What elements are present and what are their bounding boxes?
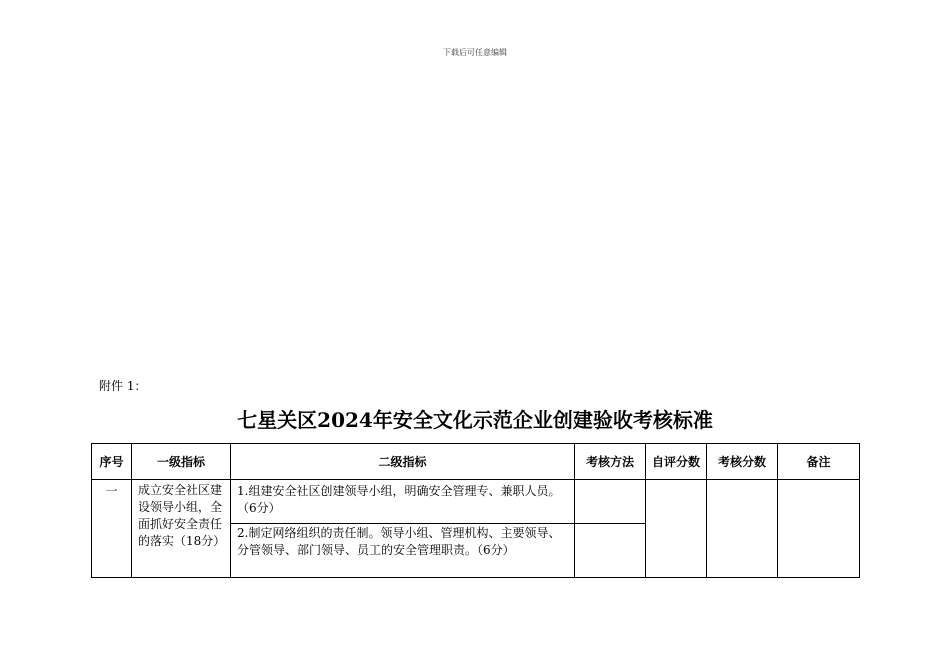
row-method-cell	[575, 524, 646, 578]
header-level1: 一级指标	[132, 444, 231, 480]
row-self-score-cell	[646, 480, 707, 578]
table-row	[92, 480, 860, 524]
header-self-score-label: 自评分数	[652, 454, 701, 469]
header-exam-score: 考核分数	[707, 444, 778, 480]
standards-table	[91, 443, 860, 578]
row-exam-score-cell	[707, 480, 778, 578]
header-method: 考核方法	[575, 444, 646, 480]
row-level2-item: 2.制定网络组织的责任制。领导小组、管理机构、主要领导、分管领导、部门领导、员工的安全管理职责。（6分）	[231, 524, 575, 578]
header-self-score	[646, 444, 707, 480]
header-level2: 二级指标	[231, 444, 575, 480]
header-seq: 序号	[92, 444, 132, 480]
row-seq: 一	[92, 480, 132, 578]
row-method-cell	[575, 480, 646, 524]
table-header-row	[92, 444, 860, 480]
row-level1: 成立安全社区建设领导小组，全面抓好安全责任的落实（18分）	[132, 480, 231, 578]
watermark-text: 下载后可任意编辑	[443, 48, 507, 57]
document-title: 七星关区2024年安全文化示范企业创建验收考核标准	[237, 408, 713, 432]
header-remark: 备注	[778, 444, 860, 480]
row-level2-item: 1.组建安全社区创建领导小组，明确安全管理专、兼职人员。（6分）	[231, 480, 575, 524]
row-remark-cell	[778, 480, 860, 578]
attachment-label: 附件 1：	[99, 379, 147, 393]
